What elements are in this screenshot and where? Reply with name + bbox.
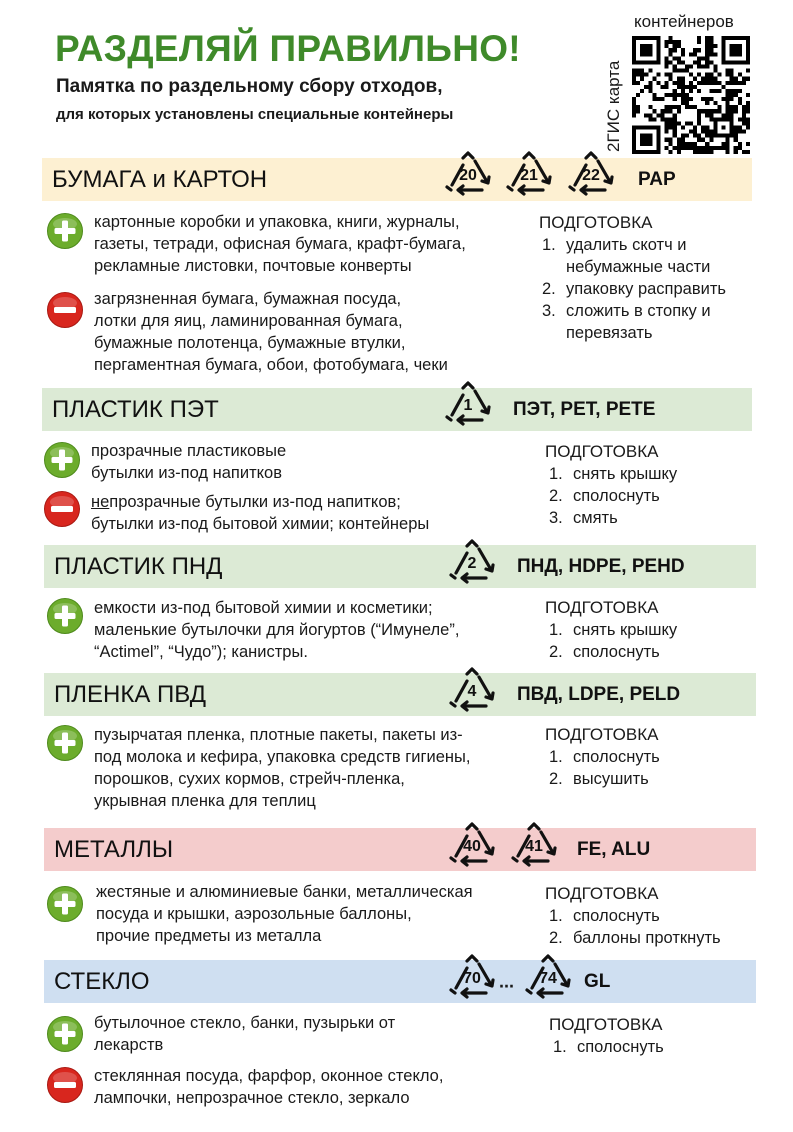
prep-step: 2. сполоснуть bbox=[549, 643, 660, 661]
symbol-range-separator: ... bbox=[499, 971, 515, 991]
recycle-symbol-icon: 2 bbox=[446, 538, 498, 584]
recycle-symbol-icon: 1 bbox=[442, 380, 494, 426]
recycle-symbol-icon: 4 bbox=[446, 666, 498, 712]
prep-title: ПОДГОТОВКА bbox=[539, 213, 653, 232]
rejected-items: загрязненная бумага, бумажная посуда, лотки для яиц, ламинированная бумага, бумажные полотенца, бумажные втулки, пергаментная бумага, обои, фотобумага, чеки bbox=[94, 290, 448, 374]
section-title: ПЛАСТИК ПЭТ bbox=[52, 395, 219, 423]
page-title: РАЗДЕЛЯЙ ПРАВИЛЬНО! bbox=[55, 28, 521, 69]
recycle-symbol-icon: 70 bbox=[446, 953, 498, 999]
section-band-metals bbox=[44, 828, 756, 871]
plus-icon bbox=[46, 885, 84, 923]
recycle-symbol-icon: 21 bbox=[503, 150, 555, 196]
prep-step: 2. упаковку расправить bbox=[542, 280, 726, 298]
qr-code-icon[interactable] bbox=[632, 36, 750, 154]
prep-title: ПОДГОТОВКА bbox=[545, 884, 659, 903]
prep-step: 1. удалить скотч и небумажные части bbox=[542, 236, 711, 276]
prep-step: 1. сполоснуть bbox=[549, 907, 660, 925]
prep-step: 1. снять крышку bbox=[549, 621, 678, 639]
section-title: ПЛЕНКА ПВД bbox=[54, 680, 206, 708]
material-codes: ПЭТ, PET, PETE bbox=[513, 398, 656, 420]
plus-icon bbox=[46, 724, 84, 762]
prep-step: 3. смять bbox=[549, 509, 618, 527]
prep-step: 2. сполоснуть bbox=[549, 487, 660, 505]
recycle-symbol-icon: 74 bbox=[522, 953, 574, 999]
material-codes: FE, ALU bbox=[577, 838, 651, 860]
plus-icon bbox=[46, 1015, 84, 1053]
section-band-glass bbox=[44, 960, 756, 1003]
minus-icon bbox=[46, 291, 84, 329]
prep-title: ПОДГОТОВКА bbox=[545, 725, 659, 744]
recycle-symbol-icon: 22 bbox=[565, 150, 617, 196]
prep-title: ПОДГОТОВКА bbox=[549, 1015, 663, 1034]
recycle-symbol-icon: 40 bbox=[446, 821, 498, 867]
prep-step: 1. сполоснуть bbox=[553, 1038, 664, 1056]
prep-list bbox=[549, 1036, 664, 1058]
accepted-items: пузырчатая пленка, плотные пакеты, пакеты из- под молока и кефира, упаковка средств гигиены, порошков, сухих кормов, стрейч-пленка, укрывная пленка для теплиц bbox=[94, 726, 471, 810]
plus-icon bbox=[46, 597, 84, 635]
prep-list bbox=[545, 619, 677, 663]
material-codes: PAP bbox=[638, 168, 676, 190]
rejected-items: стеклянная посуда, фарфор, оконное стекло, лампочки, непрозрачное стекло, зеркало bbox=[94, 1067, 444, 1107]
accepted-items: картонные коробки и упаковка, книги, журналы, газеты, тетради, офисная бумага, крафт-бумага, рекламные листовки, почтовые конверты bbox=[94, 213, 466, 275]
section-title: МЕТАЛЛЫ bbox=[54, 835, 174, 863]
prep-step: 3. сложить в стопку и перевязать bbox=[542, 302, 711, 342]
material-codes: ПНД, HDPE, PEHD bbox=[517, 555, 685, 577]
section-title: ПЛАСТИК ПНД bbox=[54, 552, 223, 580]
prep-title: ПОДГОТОВКА bbox=[545, 598, 659, 617]
accepted-items: емкости из-под бытовой химии и косметики; маленькие бутылочки для йогуртов (“Имунеле”, “Actimel”, “Чудо”); канистры. bbox=[94, 599, 460, 661]
accepted-items: жестяные и алюминиевые банки, металлическая посуда и крышки, аэрозольные баллоны, прочие предметы из металла bbox=[96, 883, 473, 945]
prep-list bbox=[545, 463, 677, 529]
prep-list bbox=[545, 905, 721, 949]
plus-icon bbox=[43, 441, 81, 479]
minus-icon bbox=[43, 490, 81, 528]
section-title: СТЕКЛО bbox=[54, 967, 150, 995]
rejected-items: непрозрачные бутылки из-под напитков; бутылки из-под бытовой химии; контейнеры bbox=[91, 493, 430, 533]
material-codes: ПВД, LDPE, PELD bbox=[517, 683, 681, 705]
accepted-items: бутылочное стекло, банки, пузырьки от лекарств bbox=[94, 1014, 396, 1054]
prep-list bbox=[545, 746, 660, 790]
prep-title: ПОДГОТОВКА bbox=[545, 442, 659, 461]
recycle-symbol-icon: 20 bbox=[442, 150, 494, 196]
prep-step: 1. снять крышку bbox=[549, 465, 678, 483]
recycle-symbol-icon: 41 bbox=[508, 821, 560, 867]
material-codes: GL bbox=[584, 970, 611, 992]
qr-caption-side: 2ГИС карта bbox=[604, 60, 623, 152]
prep-step: 2. высушить bbox=[549, 770, 649, 788]
section-band-ldpe bbox=[44, 673, 756, 716]
section-title: БУМАГА и КАРТОН bbox=[52, 165, 268, 193]
subtitle-secondary: для которых установлены специальные контейнеры bbox=[56, 106, 454, 123]
accepted-items: прозрачные пластиковые бутылки из-под напитков bbox=[91, 442, 287, 482]
prep-step: 1. сполоснуть bbox=[549, 748, 660, 766]
qr-caption-top: контейнеров bbox=[634, 12, 734, 31]
plus-icon bbox=[46, 212, 84, 250]
section-band-paper bbox=[42, 158, 752, 201]
minus-icon bbox=[46, 1066, 84, 1104]
section-band-hdpe bbox=[44, 545, 756, 588]
subtitle-main: Памятка по раздельному сбору отходов, bbox=[56, 76, 443, 97]
prep-step: 2. баллоны проткнуть bbox=[549, 929, 721, 947]
section-band-pet bbox=[42, 388, 752, 431]
prep-list bbox=[538, 234, 726, 344]
